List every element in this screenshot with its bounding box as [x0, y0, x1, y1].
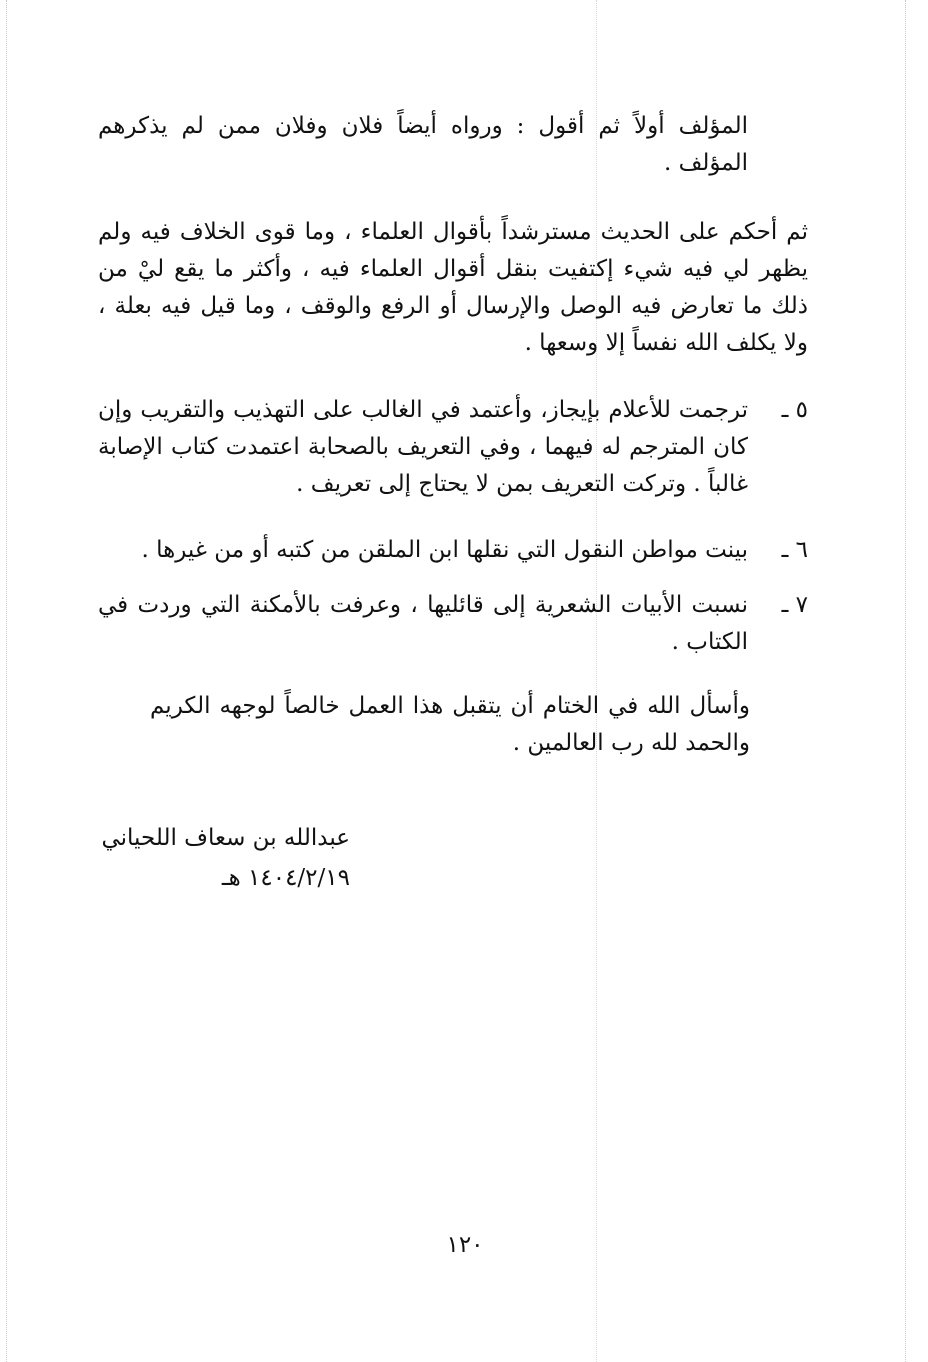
list-item-6 — [98, 532, 808, 569]
list-item-7 — [98, 587, 808, 661]
author-signature — [100, 818, 350, 898]
scan-edge-left — [6, 0, 8, 1362]
intro-line: المؤلف . — [663, 150, 748, 176]
list-item-line: كان المترجم له فيهما ، وفي التعريف بالصحابة اعتمدت كتاب الإصابة — [98, 434, 748, 460]
list-item-number: ٥ ـ — [781, 397, 808, 423]
list-item-line: بينت مواطن النقول التي نقلها ابن الملقن من كتبه أو من غيرها . — [141, 537, 748, 563]
list-item-line: ترجمت للأعلام بإيجاز، وأعتمد في الغالب على التهذيب والتقريب وإن — [98, 397, 748, 423]
list-item-number: ٦ ـ — [781, 537, 808, 563]
judgement-line: يظهر لي فيه شيء إكتفيت بنقل أقوال العلماء فيه ، وأكثر ما يقع ليْ من — [98, 256, 808, 282]
judgement-line: ثم أحكم على الحديث مسترشداً بأقوال العلماء ، وما قوى الخلاف فيه ولم — [98, 219, 808, 245]
closing-line: وأسأل الله في الختام أن يتقبل هذا العمل خالصاً لوجهه الكريم — [150, 693, 750, 719]
page-number: ١٢٠ — [446, 1232, 484, 1258]
intro-paragraph — [98, 108, 748, 182]
list-item-5 — [98, 392, 808, 503]
list-item-line: الكتاب . — [671, 629, 748, 655]
judgement-line: ذلك ما تعارض فيه الوصل والإرسال أو الرفع والوقف ، وما قيل فيه بعلة ، — [98, 293, 808, 319]
signature-date: ١٤٠٤/٢/١٩ هـ — [221, 865, 350, 891]
list-item-body — [98, 392, 748, 503]
intro-line: المؤلف أولاً ثم أقول : ورواه أيضاً فلان وفلان ممن لم يذكرهم — [98, 113, 748, 139]
closing-paragraph — [150, 688, 750, 762]
list-item-line: نسبت الأبيات الشعرية إلى قائليها ، وعرفت بالأمكنة التي وردت في — [98, 592, 748, 618]
closing-line: والحمد لله رب العالمين . — [512, 730, 750, 756]
judgement-paragraph — [98, 214, 808, 362]
scan-edge-right — [905, 0, 907, 1362]
list-item-body — [98, 532, 748, 569]
judgement-line: ولا يكلف الله نفساً إلا وسعها . — [524, 330, 808, 356]
author-name: عبدالله بن سعاف اللحياني — [101, 825, 350, 851]
list-item-line: غالباً . وتركت التعريف بمن لا يحتاج إلى تعريف . — [296, 471, 748, 497]
list-item-number: ٧ ـ — [781, 592, 808, 618]
list-item-body — [98, 587, 748, 661]
scan-fold-line — [596, 0, 598, 1362]
